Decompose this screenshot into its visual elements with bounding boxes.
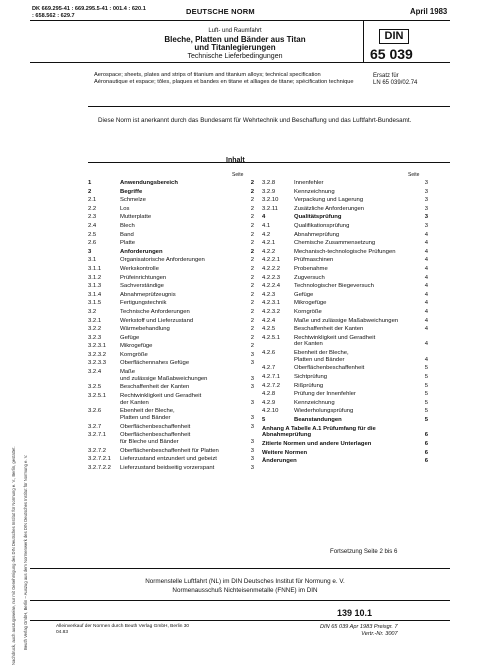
- toc-entry: [88, 275, 254, 282]
- toc-entry-page: 3: [424, 222, 428, 229]
- toc-entry-number: 4.1: [262, 222, 271, 229]
- toc-entry-title: Rißprüfung: [294, 382, 324, 389]
- toc-entry: [262, 408, 428, 415]
- title-rule: [30, 62, 450, 63]
- toc-entry-page: 3: [424, 188, 428, 195]
- toc-entry-number: 4.2.5.1: [262, 334, 281, 341]
- sales-line-2: 04.83: [56, 630, 69, 635]
- toc-entry: [88, 266, 254, 273]
- toc-entry-title: Korngröße: [120, 351, 148, 358]
- toc-entry: [262, 249, 428, 256]
- toc-entry-page: 5: [424, 408, 428, 415]
- toc-entry-page: 6: [424, 458, 428, 465]
- toc-entry-number: 5: [262, 417, 266, 424]
- toc-entry-number: 3.2.6: [88, 408, 102, 415]
- publisher-notice-vertical: Beuth Verlag GmbH, Berlin – Auszug aus dem Normenwerk des DIN Deutsches Institut für Normung e. V.: [23, 454, 28, 650]
- ersatz-label: Ersatz für: [373, 73, 399, 79]
- toc-entry-title: Organisatorische Anforderungen: [120, 257, 205, 264]
- toc-entry-title: Gefüge: [294, 291, 314, 298]
- toc-entry-title: Lieferzustand beidseitig vorzerspant: [120, 465, 215, 471]
- toc-entry: [262, 318, 428, 325]
- toc-entry: [262, 391, 428, 398]
- title-line-2: und Titanlegierungen: [194, 43, 276, 53]
- toc-entry: [88, 343, 254, 350]
- toc-entry-page: 4: [424, 300, 428, 307]
- toc-entry-page: 2: [250, 222, 254, 229]
- toc-entry-number: 3.2.7.2.1: [88, 456, 111, 463]
- toc-entry-page: 2: [250, 317, 254, 324]
- toc-left-column: [88, 180, 254, 474]
- toc-entry-page: 3: [250, 360, 254, 367]
- toc-entry-title: Los: [120, 205, 130, 212]
- toc-entry-title: Anwendungsbereich: [120, 180, 178, 186]
- toc-entry-title: Zugversuch: [294, 274, 325, 281]
- toc-entry-page: 5: [424, 391, 428, 398]
- toc-entry-number: 2.3: [88, 214, 97, 221]
- ersatz-number: LN 65 039/02.74: [373, 80, 418, 87]
- price-info: [320, 624, 398, 638]
- toc-entry: [88, 384, 254, 391]
- toc-entry-title: Qualifikationsprüfung: [294, 222, 350, 229]
- toc-entry: [88, 369, 254, 383]
- toc-entry: [262, 400, 428, 407]
- toc-entry: [262, 365, 428, 372]
- toc-entry: [262, 350, 428, 364]
- toc-entry: [88, 300, 254, 307]
- toc-entry-title: Sichtprüfung: [294, 374, 328, 381]
- toc-entry: [88, 283, 254, 290]
- toc-entry-title: Änderungen: [262, 458, 297, 465]
- toc-entry-number: 4.2: [262, 231, 271, 238]
- toc-entry: [88, 424, 254, 431]
- toc-entry-number: 3.1.1: [88, 265, 102, 272]
- toc-entry-title: Prüfeinrichtungen: [120, 274, 167, 281]
- toc-entry-number: 3.2.1: [88, 317, 102, 324]
- toc-entry: [262, 417, 428, 424]
- toc-entry-number: 4.2.10: [262, 408, 279, 415]
- toc-entry: [262, 309, 428, 316]
- toc-entry: [88, 240, 254, 247]
- toc-entry-title: Sachverständige: [120, 283, 164, 290]
- toc-entry-title: Anforderungen: [120, 248, 163, 255]
- toc-entry: [262, 232, 428, 239]
- deutsche-norm-label: DEUTSCHE NORM: [186, 7, 255, 16]
- toc-entry-title: Beschaffenheit der Kanten: [294, 326, 364, 333]
- toc-entry-title: Oberflächenbeschaffenheit für Bleche und Bänder: [120, 432, 191, 446]
- toc-entry-title: Weitere Normen: [262, 449, 308, 456]
- recognition-notice: Diese Norm ist anerkannt durch das Bundesamt für Wehrtechnik und Beschaffung und das Luftfahrt-Bundesamt.: [98, 117, 412, 124]
- toc-entry-page: 3: [250, 375, 254, 382]
- toc-entry-page: 3: [424, 214, 428, 221]
- toc-entry-number: 3.2.9: [262, 188, 276, 195]
- toc-entry-page: 4: [424, 248, 428, 255]
- toc-entry: [262, 214, 428, 221]
- translation-rule: [88, 106, 450, 107]
- header-rule: [30, 20, 450, 21]
- toc-entry: [88, 326, 254, 333]
- toc-entry-number: 3.2.3.2: [88, 351, 107, 358]
- toc-entry: [262, 300, 428, 307]
- toc-entry-page: 3: [250, 399, 254, 406]
- toc-entry-number: 3.2.7.1: [88, 432, 107, 439]
- toc-entry-number: 3.2.3.1: [88, 343, 107, 350]
- toc-entry-title: Ebenheit der Bleche, Platten und Bänder: [294, 350, 349, 363]
- toc-entry-page: 2: [250, 188, 254, 195]
- toc-entry-page: 3: [250, 384, 254, 391]
- toc-entry-page: 5: [424, 382, 428, 389]
- toc-entry-page: 2: [250, 283, 254, 290]
- toc-entry: [88, 408, 254, 422]
- toc-entry-title: Wiederholungsprüfung: [294, 408, 354, 415]
- toc-entry-title: Qualitätsprüfung: [294, 214, 342, 221]
- toc-entry: [262, 180, 428, 187]
- toc-entry: [88, 393, 254, 407]
- toc-entry-number: 2.6: [88, 240, 97, 247]
- toc-seite-left: Seite: [232, 172, 244, 178]
- toc-entry: [262, 275, 428, 282]
- toc-entry: [88, 318, 254, 325]
- toc-entry-title: Chemische Zusammensetzung: [294, 240, 376, 247]
- toc-entry-number: 2: [88, 188, 92, 195]
- din-number: 65 039: [370, 46, 413, 62]
- toc-entry-number: 3.2.5: [88, 384, 102, 391]
- toc-entry-number: 4.2.2.4: [262, 283, 281, 290]
- toc-entry-number: 2.1: [88, 197, 97, 204]
- toc-entry-number: 3.2.10: [262, 197, 279, 204]
- toc-entry-page: 3: [250, 456, 254, 463]
- toc-entry-page: 2: [250, 257, 254, 264]
- toc-entry-title: Ebenheit der Bleche, Platten und Bänder: [120, 408, 175, 422]
- toc-entry-number: 4.2.9: [262, 399, 276, 406]
- toc-entry-title: Verpackung und Lagerung: [294, 197, 364, 204]
- toc-entry-number: 3.2.7.2.2: [88, 465, 111, 471]
- toc-entry-number: 2.4: [88, 222, 97, 229]
- toc-entry-page: 2: [250, 205, 254, 212]
- toc-entry-number: 4.2.6: [262, 350, 276, 357]
- toc-entry: [262, 189, 428, 196]
- toc-entry: [262, 292, 428, 299]
- toc-entry-number: 2.2: [88, 205, 97, 212]
- toc-entry-number: 4: [262, 214, 266, 221]
- toc-entry: [88, 448, 254, 455]
- toc-entry-number: 3.2: [88, 308, 97, 315]
- toc-entry-title: Oberflächennahes Gefüge: [120, 360, 190, 367]
- toc-entry-title: Lieferzustand entzundert und gebeizt: [120, 456, 217, 463]
- translation-en: Aerospace; sheets, plates and strips of titanium and titanium alloys; technical specification: [94, 72, 321, 78]
- toc-entry-page: 4: [424, 317, 428, 324]
- toc-entry-page: 2: [250, 240, 254, 247]
- title-line-3: Technische Lieferbedingungen: [187, 52, 283, 60]
- toc-entry-page: 4: [424, 265, 428, 272]
- toc-entry-title: Beanstandungen: [294, 417, 342, 424]
- toc-entry: [88, 214, 254, 221]
- toc-entry: [88, 432, 254, 446]
- toc-entry-number: 3.2.8: [262, 180, 276, 186]
- toc-entry-number: 3.1: [88, 257, 97, 264]
- toc-entry: [88, 352, 254, 359]
- title-block: [130, 27, 340, 61]
- toc-entry-number: 4.2.8: [262, 391, 276, 398]
- toc-entry-title: Innenfehler: [294, 180, 324, 186]
- toc-entry-page: 6: [424, 432, 428, 439]
- din-logo: DIN: [379, 29, 409, 44]
- toc-right-column: [262, 180, 428, 467]
- toc-entry-page: 4: [424, 257, 428, 264]
- dk-classification: [32, 6, 152, 20]
- toc-entry-title: Korngröße: [294, 308, 322, 315]
- toc-entry: [88, 309, 254, 316]
- toc-entry-title: Oberflächenbeschaffenheit: [294, 365, 365, 372]
- toc-entry: [262, 257, 428, 264]
- toc-entry-title: Zitierte Normen und andere Unterlagen: [262, 441, 372, 448]
- toc-entry: [88, 180, 254, 187]
- toc-entry-title: Abnahmeprüfzeugnis: [120, 291, 176, 298]
- toc-entry: [262, 335, 428, 349]
- toc-entry: [88, 465, 254, 472]
- toc-entry-number: 4.2.1: [262, 240, 276, 247]
- toc-entry: [88, 197, 254, 204]
- toc-entry-title: Fertigungstechnik: [120, 300, 167, 307]
- toc-entry-page: 3: [250, 423, 254, 430]
- toc-entry-page: 6: [424, 441, 428, 448]
- toc-entry-page: 2: [250, 291, 254, 298]
- toc-entry: [262, 266, 428, 273]
- toc-entry-title: Technologischer Biegeversuch: [294, 283, 374, 290]
- toc-entry-page: 2: [250, 214, 254, 221]
- dk-line-1: DK 669.295-41 : 669.295.5-41 : 001.4 : 620.1: [32, 6, 146, 12]
- toc-entry-page: 4: [424, 231, 428, 238]
- toc-entry-page: 3: [424, 205, 428, 212]
- document-number: 139 10.1: [337, 608, 373, 618]
- toc-entry-page: 4: [424, 240, 428, 247]
- committee-line-1: Normenstelle Luftfahrt (NL) im DIN Deutsches Institut für Normung e. V.: [145, 578, 345, 585]
- toc-entry-title: Oberflächenbeschaffenheit: [120, 423, 191, 430]
- toc-entry-title: Maße und zulässige Maßabweichungen: [120, 369, 208, 382]
- toc-entry-title: Mikrogefüge: [294, 300, 327, 307]
- toc-entry-page: 3: [250, 351, 254, 358]
- toc-entry-title: Prüfung der Innenfehler: [294, 391, 356, 398]
- toc-entry-title: Rechtwinkligkeit und Geradheit der Kanten: [294, 334, 376, 348]
- toc-entry-page: 3: [250, 447, 254, 454]
- inhalt-rule-top: [88, 162, 450, 163]
- title-divider: [363, 21, 364, 62]
- toc-entry-title: Prüfmaschinen: [294, 257, 334, 264]
- toc-entry-page: 2: [250, 197, 254, 204]
- translation-fr: Aéronautique et espace; tôles, plaques et bandes en titane et alliages de titane; spécification technique: [94, 79, 354, 86]
- toc-entry: [88, 232, 254, 239]
- toc-entry-number: 4.2.3: [262, 291, 276, 298]
- toc-entry-page: 5: [424, 417, 428, 424]
- toc-entry: [88, 189, 254, 196]
- toc-entry-page: 2: [250, 248, 254, 255]
- toc-entry-page: 3: [250, 465, 254, 471]
- toc-entry: [262, 426, 428, 440]
- toc-entry-number: 3.2.3.3: [88, 360, 107, 367]
- toc-entry-title: Blech: [120, 222, 135, 229]
- toc-entry-number: 4.2.7.2: [262, 382, 281, 389]
- toc-entry-page: 4: [424, 326, 428, 333]
- toc-entry-title: Zusätzliche Anforderungen: [294, 205, 365, 212]
- toc-entry-page: 4: [424, 356, 428, 363]
- toc-entry-number: 3.2.3: [88, 334, 102, 341]
- footer-rule-top: [30, 568, 450, 569]
- toc-entry-number: 4.2.7: [262, 365, 276, 372]
- toc-entry-page: 4: [424, 283, 428, 290]
- toc-entry: [262, 326, 428, 333]
- replacement-note: [373, 73, 417, 88]
- toc-entry: [88, 360, 254, 367]
- translations: [94, 72, 364, 87]
- footer-rule-mid: [30, 600, 450, 601]
- toc-entry: [88, 206, 254, 213]
- toc-entry: [88, 292, 254, 299]
- toc-entry-title: Schmelze: [120, 197, 146, 204]
- toc-entry-number: 3: [88, 248, 92, 255]
- toc-entry-number: 1: [88, 180, 92, 186]
- toc-entry-page: 4: [424, 308, 428, 315]
- toc-entry-number: 4.2.2.2: [262, 265, 281, 272]
- toc-heading: Inhalt: [226, 157, 245, 164]
- toc-entry-page: 2: [250, 265, 254, 272]
- toc-entry: [262, 441, 428, 448]
- footer-rule-bottom: [30, 620, 450, 621]
- toc-entry-title: Beschaffenheit der Kanten: [120, 384, 190, 391]
- title-category: Luft- und Raumfahrt: [208, 28, 262, 34]
- toc-entry-title: Kennzeichnung: [294, 399, 335, 406]
- toc-entry-title: Mutterplatte: [120, 214, 152, 221]
- vertrieb-number: Vertr.-Nr. 3007: [361, 630, 398, 637]
- toc-entry-number: 4.2.5: [262, 326, 276, 333]
- toc-entry-page: 2: [250, 300, 254, 307]
- toc-entry: [88, 223, 254, 230]
- toc-entry-number: 3.2.11: [262, 205, 278, 212]
- continuation-note: Fortsetzung Seite 2 bis 6: [330, 548, 398, 555]
- toc-entry: [88, 456, 254, 463]
- toc-entry-page: 5: [424, 399, 428, 406]
- toc-entry-page: 2: [250, 343, 254, 350]
- toc-entry-title: Mikrogefüge: [120, 343, 153, 350]
- toc-entry-page: 5: [424, 365, 428, 372]
- toc-entry-title: Band: [120, 231, 134, 238]
- toc-entry-page: 3: [250, 439, 254, 446]
- toc-entry-number: 3.1.4: [88, 291, 102, 298]
- standards-committee: [80, 577, 410, 595]
- toc-entry: [262, 458, 428, 465]
- toc-entry-title: Probenahme: [294, 265, 328, 272]
- toc-entry-title: Werkskontrolle: [120, 265, 159, 272]
- toc-entry-page: 3: [424, 197, 428, 204]
- toc-entry-page: 5: [424, 374, 428, 381]
- toc-entry-title: Maße und zulässige Maßabweichungen: [294, 317, 399, 324]
- toc-entry-title: Mechanisch-technologische Prüfungen: [294, 248, 396, 255]
- toc-entry-page: 2: [250, 180, 254, 186]
- toc-entry-title: Abnahmeprüfung: [294, 231, 340, 238]
- title-line-1: Bleche, Platten und Bänder aus Titan: [164, 34, 306, 44]
- toc-entry-page: 2: [250, 231, 254, 238]
- toc-entry-number: 4.2.3.2: [262, 308, 281, 315]
- toc-entry-number: 3.1.2: [88, 274, 102, 281]
- toc-entry-page: 4: [424, 291, 428, 298]
- sales-note: [56, 624, 236, 636]
- toc-entry-title: Begriffe: [120, 188, 143, 195]
- toc-entry-title: Rechtwinkligkeit und Geradheit der Kanten: [120, 393, 202, 406]
- toc-entry: [88, 257, 254, 264]
- toc-entry-page: 6: [424, 449, 428, 456]
- sales-line-1: Alleinverkauf der Normen durch Beuth Verlag GmbH, Berlin 30: [56, 624, 190, 629]
- toc-entry-title: Anhang A Tabelle A.1 Prüfumfang für die Abnahmeprüfung: [262, 425, 376, 439]
- toc-entry-title: Werkstoff und Lieferzustand: [120, 317, 194, 324]
- toc-entry-number: 4.2.3.1: [262, 300, 281, 307]
- toc-entry-title: Wärmebehandlung: [120, 326, 170, 333]
- toc-entry: [262, 240, 428, 247]
- toc-entry-page: 2: [250, 308, 254, 315]
- toc-entry-number: 3.2.7.2: [88, 447, 107, 454]
- toc-entry: [262, 197, 428, 204]
- toc-entry-page: 2: [250, 326, 254, 333]
- toc-entry-page: 3: [250, 415, 254, 422]
- toc-entry-page: 2: [250, 334, 254, 341]
- toc-entry: [88, 335, 254, 342]
- toc-entry: [262, 283, 428, 290]
- issue-date: April 1983: [410, 7, 448, 16]
- toc-entry: [88, 249, 254, 256]
- toc-entry: [262, 206, 428, 213]
- toc-entry: [262, 383, 428, 390]
- toc-entry-title: Platte: [120, 240, 136, 247]
- toc-entry-number: 3.2.7: [88, 423, 102, 430]
- toc-entry-title: Oberflächenbeschaffenheit für Platten: [120, 447, 219, 454]
- toc-entry-number: 3.1.3: [88, 283, 102, 290]
- toc-entry-number: 2.5: [88, 231, 97, 238]
- toc-entry-number: 4.2.2.3: [262, 274, 281, 281]
- toc-entry: [262, 450, 428, 457]
- reprint-notice-vertical: Nachdruck, auch auszugsweise, nur mit Genehmigung des DIN Deutsches Institut für Normung e. V., Berlin, gestattet.: [11, 446, 16, 665]
- committee-line-2: Normenausschuß Nichteisenmetalle (FNNE) im DIN: [172, 587, 318, 594]
- toc-entry-number: 3.2.2: [88, 326, 102, 333]
- toc-entry-number: 4.2.2.1: [262, 257, 281, 264]
- toc-entry-page: 4: [424, 274, 428, 281]
- dk-line-2: : 658.562 : 629.7: [32, 13, 75, 19]
- toc-entry-number: 3.1.5: [88, 300, 102, 307]
- toc-entry-title: Gefüge: [120, 334, 140, 341]
- toc-seite-right: Seite: [408, 172, 420, 178]
- din-reference: DIN 65 039 Apr 1983: [320, 624, 373, 630]
- toc-entry: [262, 374, 428, 381]
- toc-entry-page: 4: [424, 341, 428, 348]
- toc-entry-number: 4.2.4: [262, 317, 276, 324]
- toc-entry-page: 3: [424, 180, 428, 186]
- toc-entry-number: 3.2.5.1: [88, 393, 107, 400]
- toc-entry-number: 4.2.7.1: [262, 374, 281, 381]
- toc-entry-number: 4.2.2: [262, 248, 276, 255]
- toc-entry: [262, 223, 428, 230]
- toc-entry-number: 3.2.4: [88, 369, 102, 376]
- toc-entry-title: Kennzeichnung: [294, 188, 335, 195]
- toc-entry-page: 2: [250, 274, 254, 281]
- price-group: Preisgr. 7: [373, 624, 398, 630]
- toc-entry-title: Technische Anforderungen: [120, 308, 190, 315]
